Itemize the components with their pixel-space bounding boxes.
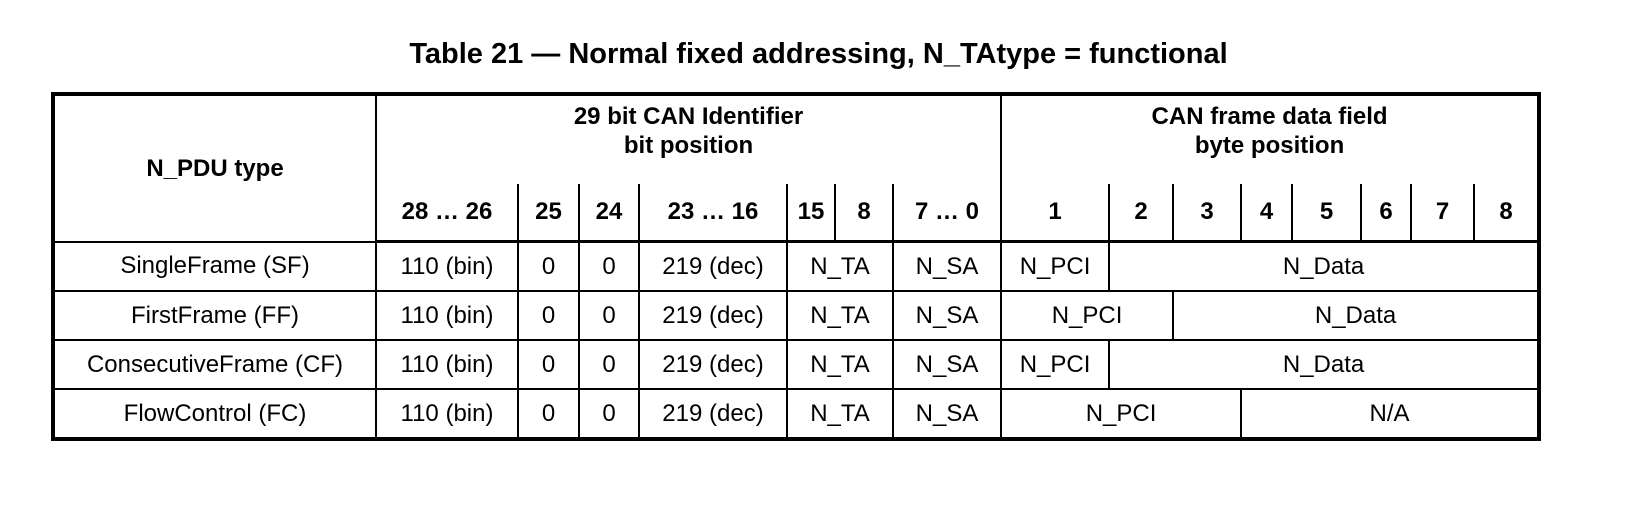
bit-position-header: 23 … 16 — [639, 184, 787, 242]
bit-position-header: 7 … 0 — [893, 184, 1001, 242]
table-row-flow-control — [53, 389, 1539, 439]
byte-position-header: 3 — [1173, 184, 1241, 242]
bit-position-header: 25 — [518, 184, 579, 242]
target-address-cell: N_TA — [787, 389, 893, 439]
pf-cell: 219 (dec) — [639, 340, 787, 389]
pf-cell: 219 (dec) — [639, 242, 787, 292]
byte-position-header: 8 — [1474, 184, 1539, 242]
bit24-cell: 0 — [579, 242, 639, 292]
pf-cell: 219 (dec) — [639, 389, 787, 439]
bit-position-header: 15 — [787, 184, 835, 242]
data-cell: N_Data — [1109, 340, 1539, 389]
addressing-table — [51, 92, 1541, 441]
source-address-cell: N_SA — [893, 340, 1001, 389]
priority-cell: 110 (bin) — [376, 340, 518, 389]
table-row-first-frame — [53, 291, 1539, 340]
byte-position-header: 5 — [1292, 184, 1361, 242]
header-can-identifier — [376, 94, 1001, 184]
target-address-cell: N_TA — [787, 340, 893, 389]
pdu-type-cell: FlowControl (FC) — [53, 389, 376, 439]
pf-cell: 219 (dec) — [639, 291, 787, 340]
target-address-cell: N_TA — [787, 242, 893, 292]
bit24-cell: 0 — [579, 291, 639, 340]
header-can-identifier-line1: 29 bit CAN Identifier — [573, 103, 804, 130]
priority-cell: 110 (bin) — [376, 242, 518, 292]
table-row-single-frame — [53, 242, 1539, 292]
source-address-cell: N_SA — [893, 291, 1001, 340]
pci-cell: N_PCI — [1001, 242, 1109, 292]
priority-cell: 110 (bin) — [376, 389, 518, 439]
pdu-type-cell: ConsecutiveFrame (CF) — [53, 340, 376, 389]
table-row-consecutive-frame — [53, 340, 1539, 389]
bit25-cell: 0 — [518, 291, 579, 340]
bit25-cell: 0 — [518, 242, 579, 292]
target-address-cell: N_TA — [787, 291, 893, 340]
source-address-cell: N_SA — [893, 242, 1001, 292]
byte-position-header: 6 — [1361, 184, 1411, 242]
bit25-cell: 0 — [518, 389, 579, 439]
pci-cell: N_PCI — [1001, 389, 1241, 439]
bit25-cell: 0 — [518, 340, 579, 389]
bit-position-header: 28 … 26 — [376, 184, 518, 242]
pdu-type-cell: FirstFrame (FF) — [53, 291, 376, 340]
pdu-type-cell: SingleFrame (SF) — [53, 242, 376, 292]
pci-cell: N_PCI — [1001, 291, 1173, 340]
header-pdu-type: N_PDU type — [53, 94, 376, 242]
byte-position-header: 4 — [1241, 184, 1292, 242]
table-caption: Table 21 — Normal fixed addressing, N_TAtype = functional — [409, 38, 1228, 70]
source-address-cell: N_SA — [893, 389, 1001, 439]
bit-position-header: 24 — [579, 184, 639, 242]
bit-position-header: 8 — [835, 184, 893, 242]
bit24-cell: 0 — [579, 340, 639, 389]
data-cell: N_Data — [1109, 242, 1539, 292]
header-data-field-line2: byte position — [1194, 132, 1345, 159]
bit24-cell: 0 — [579, 389, 639, 439]
pci-cell: N_PCI — [1001, 340, 1109, 389]
data-cell: N/A — [1241, 389, 1539, 439]
data-cell: N_Data — [1173, 291, 1539, 340]
byte-position-header: 7 — [1411, 184, 1474, 242]
header-can-identifier-line2: bit position — [623, 132, 754, 159]
byte-position-header: 2 — [1109, 184, 1173, 242]
priority-cell: 110 (bin) — [376, 291, 518, 340]
header-data-field — [1001, 94, 1539, 184]
header-data-field-line1: CAN frame data field — [1151, 103, 1388, 130]
byte-position-header: 1 — [1001, 184, 1109, 242]
